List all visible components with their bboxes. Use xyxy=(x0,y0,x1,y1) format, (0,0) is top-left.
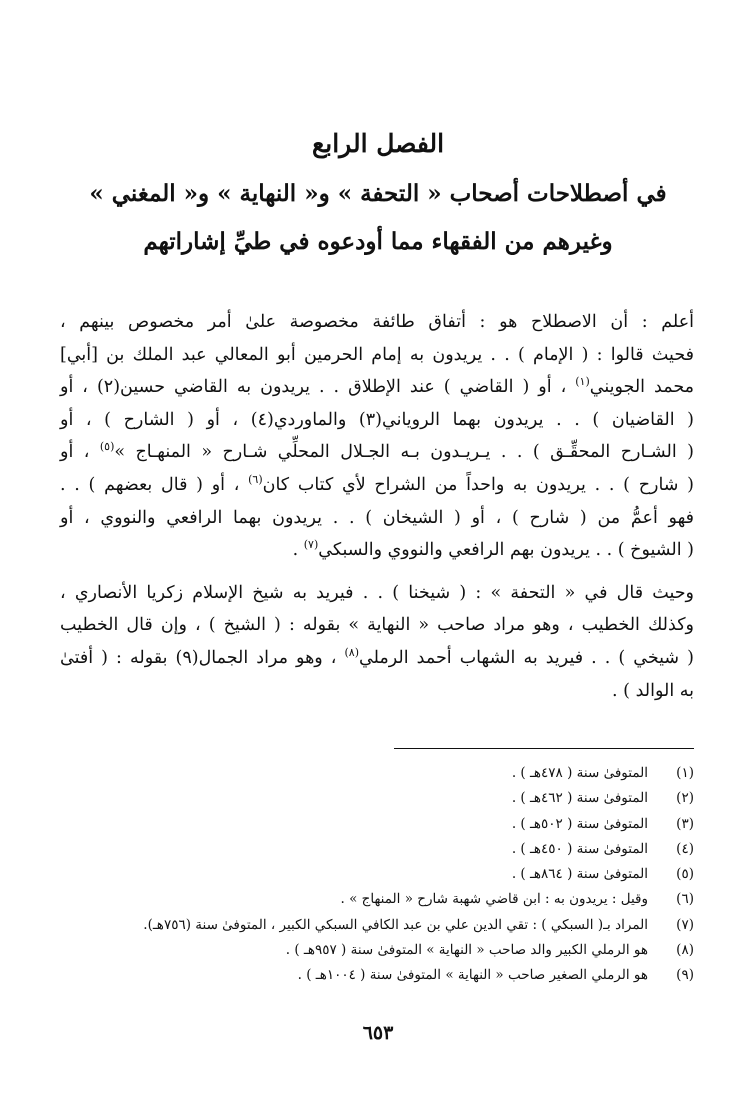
line-text: وحيث قال في « التحفة » : ( شيخنا ) . . فيريد به شيخ الإسلام زكريا الأنصاري ، xyxy=(60,582,694,603)
line-text: ( الشيوخ ) . . يريدون بهم الرافعي والنووي والسبكي xyxy=(318,540,694,561)
paragraph-1 xyxy=(60,306,694,567)
line-text-continued: ، أو ( قال بعضهم ) . . xyxy=(60,474,249,495)
footnote-number: (٦) xyxy=(676,891,694,908)
footnote-item xyxy=(60,761,694,786)
footnote-marker[interactable]: (٨) xyxy=(344,646,360,660)
footnote-number: (٨) xyxy=(676,942,694,959)
line-text: ( الشـارح المحقِّـق ) . . يـريـدون بـه الجـلال المحلِّي شـارح « المنهـاج » xyxy=(114,442,694,463)
footnote-marker[interactable]: (٦) xyxy=(248,473,263,487)
footnote-item xyxy=(60,938,694,963)
line-text: به الوالد ) . xyxy=(612,680,694,701)
footnote-number: (٩) xyxy=(676,967,694,984)
line-text-continued: ، أو ( القاضي ) عند الإطلاق . . يريدون به القاضي حسين(٢) ، أو xyxy=(60,377,576,398)
footnote-number: (٤) xyxy=(676,840,694,857)
line-text: أعلم : أن الاصطلاح هو : أتفاق طائفة مخصوصة علىٰ أمر مخصوص بينهم ، xyxy=(60,312,694,332)
text-line xyxy=(60,469,694,502)
footnote-item xyxy=(60,963,694,988)
footnote-number: (٢) xyxy=(676,790,694,807)
footnote-item xyxy=(60,862,694,887)
line-text-continued: ، أو xyxy=(60,442,100,463)
footnote-separator xyxy=(394,748,694,749)
footnote-text: المتوفىٰ سنة ( ٤٥٠هـ ) . xyxy=(511,840,648,857)
line-text: ( القاضيان ) . . يريدون بهما الروياني(٣) والماوردي(٤) ، أو ( الشارح ) ، أو xyxy=(60,409,695,430)
line-text: ( شيخي ) . . فيريد به الشهاب أحمد الرملي xyxy=(359,647,694,668)
page-number: ٦٥٣ xyxy=(362,1022,394,1044)
line-text-continued: ، وهو مراد الجمال(٩) بقوله : ( أفتىٰ xyxy=(60,647,345,668)
line-text: وكذلك الخطيب ، وهو مراد صاحب « النهاية » بقوله : ( الشيخ ) ، وإن قال الخطيب xyxy=(60,615,694,636)
text-line xyxy=(60,502,694,535)
text-line xyxy=(60,436,694,469)
text-line xyxy=(60,404,694,437)
line-text: ( شارح ) . . يريدون به واحداً من الشراح لأي كتاب كان xyxy=(262,474,695,495)
footnote-text: المتوفىٰ سنة ( ٤٦٢هـ ) . xyxy=(511,790,648,807)
footnote-text: المتوفىٰ سنة ( ٥٠٢هـ ) . xyxy=(511,815,648,832)
footnote-item xyxy=(60,913,694,938)
footnote-number: (٥) xyxy=(676,866,694,883)
footnote-number: (٣) xyxy=(676,815,694,832)
text-line xyxy=(60,609,694,642)
chapter-title: الفصل الرابع xyxy=(311,129,445,158)
footnote-marker[interactable]: (١) xyxy=(575,375,590,389)
footnote-text: وقيل : يريدون به : ابن قاضي شهبة شارح « المنهاج » . xyxy=(340,891,648,908)
text-line xyxy=(60,675,694,708)
text-line xyxy=(60,534,694,567)
footnote-item xyxy=(60,812,694,837)
footnote-number: (١) xyxy=(676,765,694,781)
text-line xyxy=(60,577,694,610)
footnotes-list xyxy=(60,761,694,989)
line-text-continued: . xyxy=(292,540,304,561)
footnote-item xyxy=(60,837,694,862)
chapter-subtitle-line-1: في أصطلاحات أصحاب « التحفة » و« النهاية » و« المغني » xyxy=(89,180,667,207)
text-line xyxy=(60,642,694,675)
text-line xyxy=(60,306,694,339)
footnote-item xyxy=(60,786,694,811)
footnote-text: المتوفىٰ سنة ( ٤٧٨هـ ) . xyxy=(511,765,648,781)
footnote-item xyxy=(60,887,694,912)
line-text: فحيث قالوا : ( الإمام ) . . يريدون به إمام الحرمين أبو المعالي عبد الملك بن [أبي] xyxy=(60,344,694,365)
paragraph-2 xyxy=(60,577,694,707)
line-text: محمد الجويني xyxy=(589,377,694,398)
text-line xyxy=(60,339,694,372)
chapter-heading xyxy=(60,118,696,266)
footnote-marker[interactable]: (٧) xyxy=(303,538,319,552)
chapter-subtitle-line-2: وغيرهم من الفقهاء مما أودعوه في طيِّ إشاراتهم xyxy=(143,228,613,255)
footnote-text: المتوفىٰ سنة ( ٨٦٤هـ ) . xyxy=(511,866,648,883)
footnote-text: المراد بـ( السبكي ) : تقي الدين علي بن عبد الكافي السبكي الكبير ، المتوفىٰ سنة (٧٥٦هـ). xyxy=(143,916,648,933)
main-text xyxy=(60,306,694,707)
text-line xyxy=(60,371,694,404)
footnote-marker[interactable]: (٥) xyxy=(99,440,115,454)
footnote-number: (٧) xyxy=(676,916,694,933)
footnote-text: هو الرملي الكبير والد صاحب « النهاية » المتوفىٰ سنة ( ٩٥٧هـ ) . xyxy=(285,942,648,959)
line-text: فهو أعمُّ من ( شارح ) ، أو ( الشيخان ) . . يريدون بهما الرافعي والنووي ، أو xyxy=(60,507,694,528)
footnote-text: هو الرملي الصغير صاحب « النهاية » المتوفىٰ سنة ( ١٠٠٤هـ ) . xyxy=(297,967,648,984)
